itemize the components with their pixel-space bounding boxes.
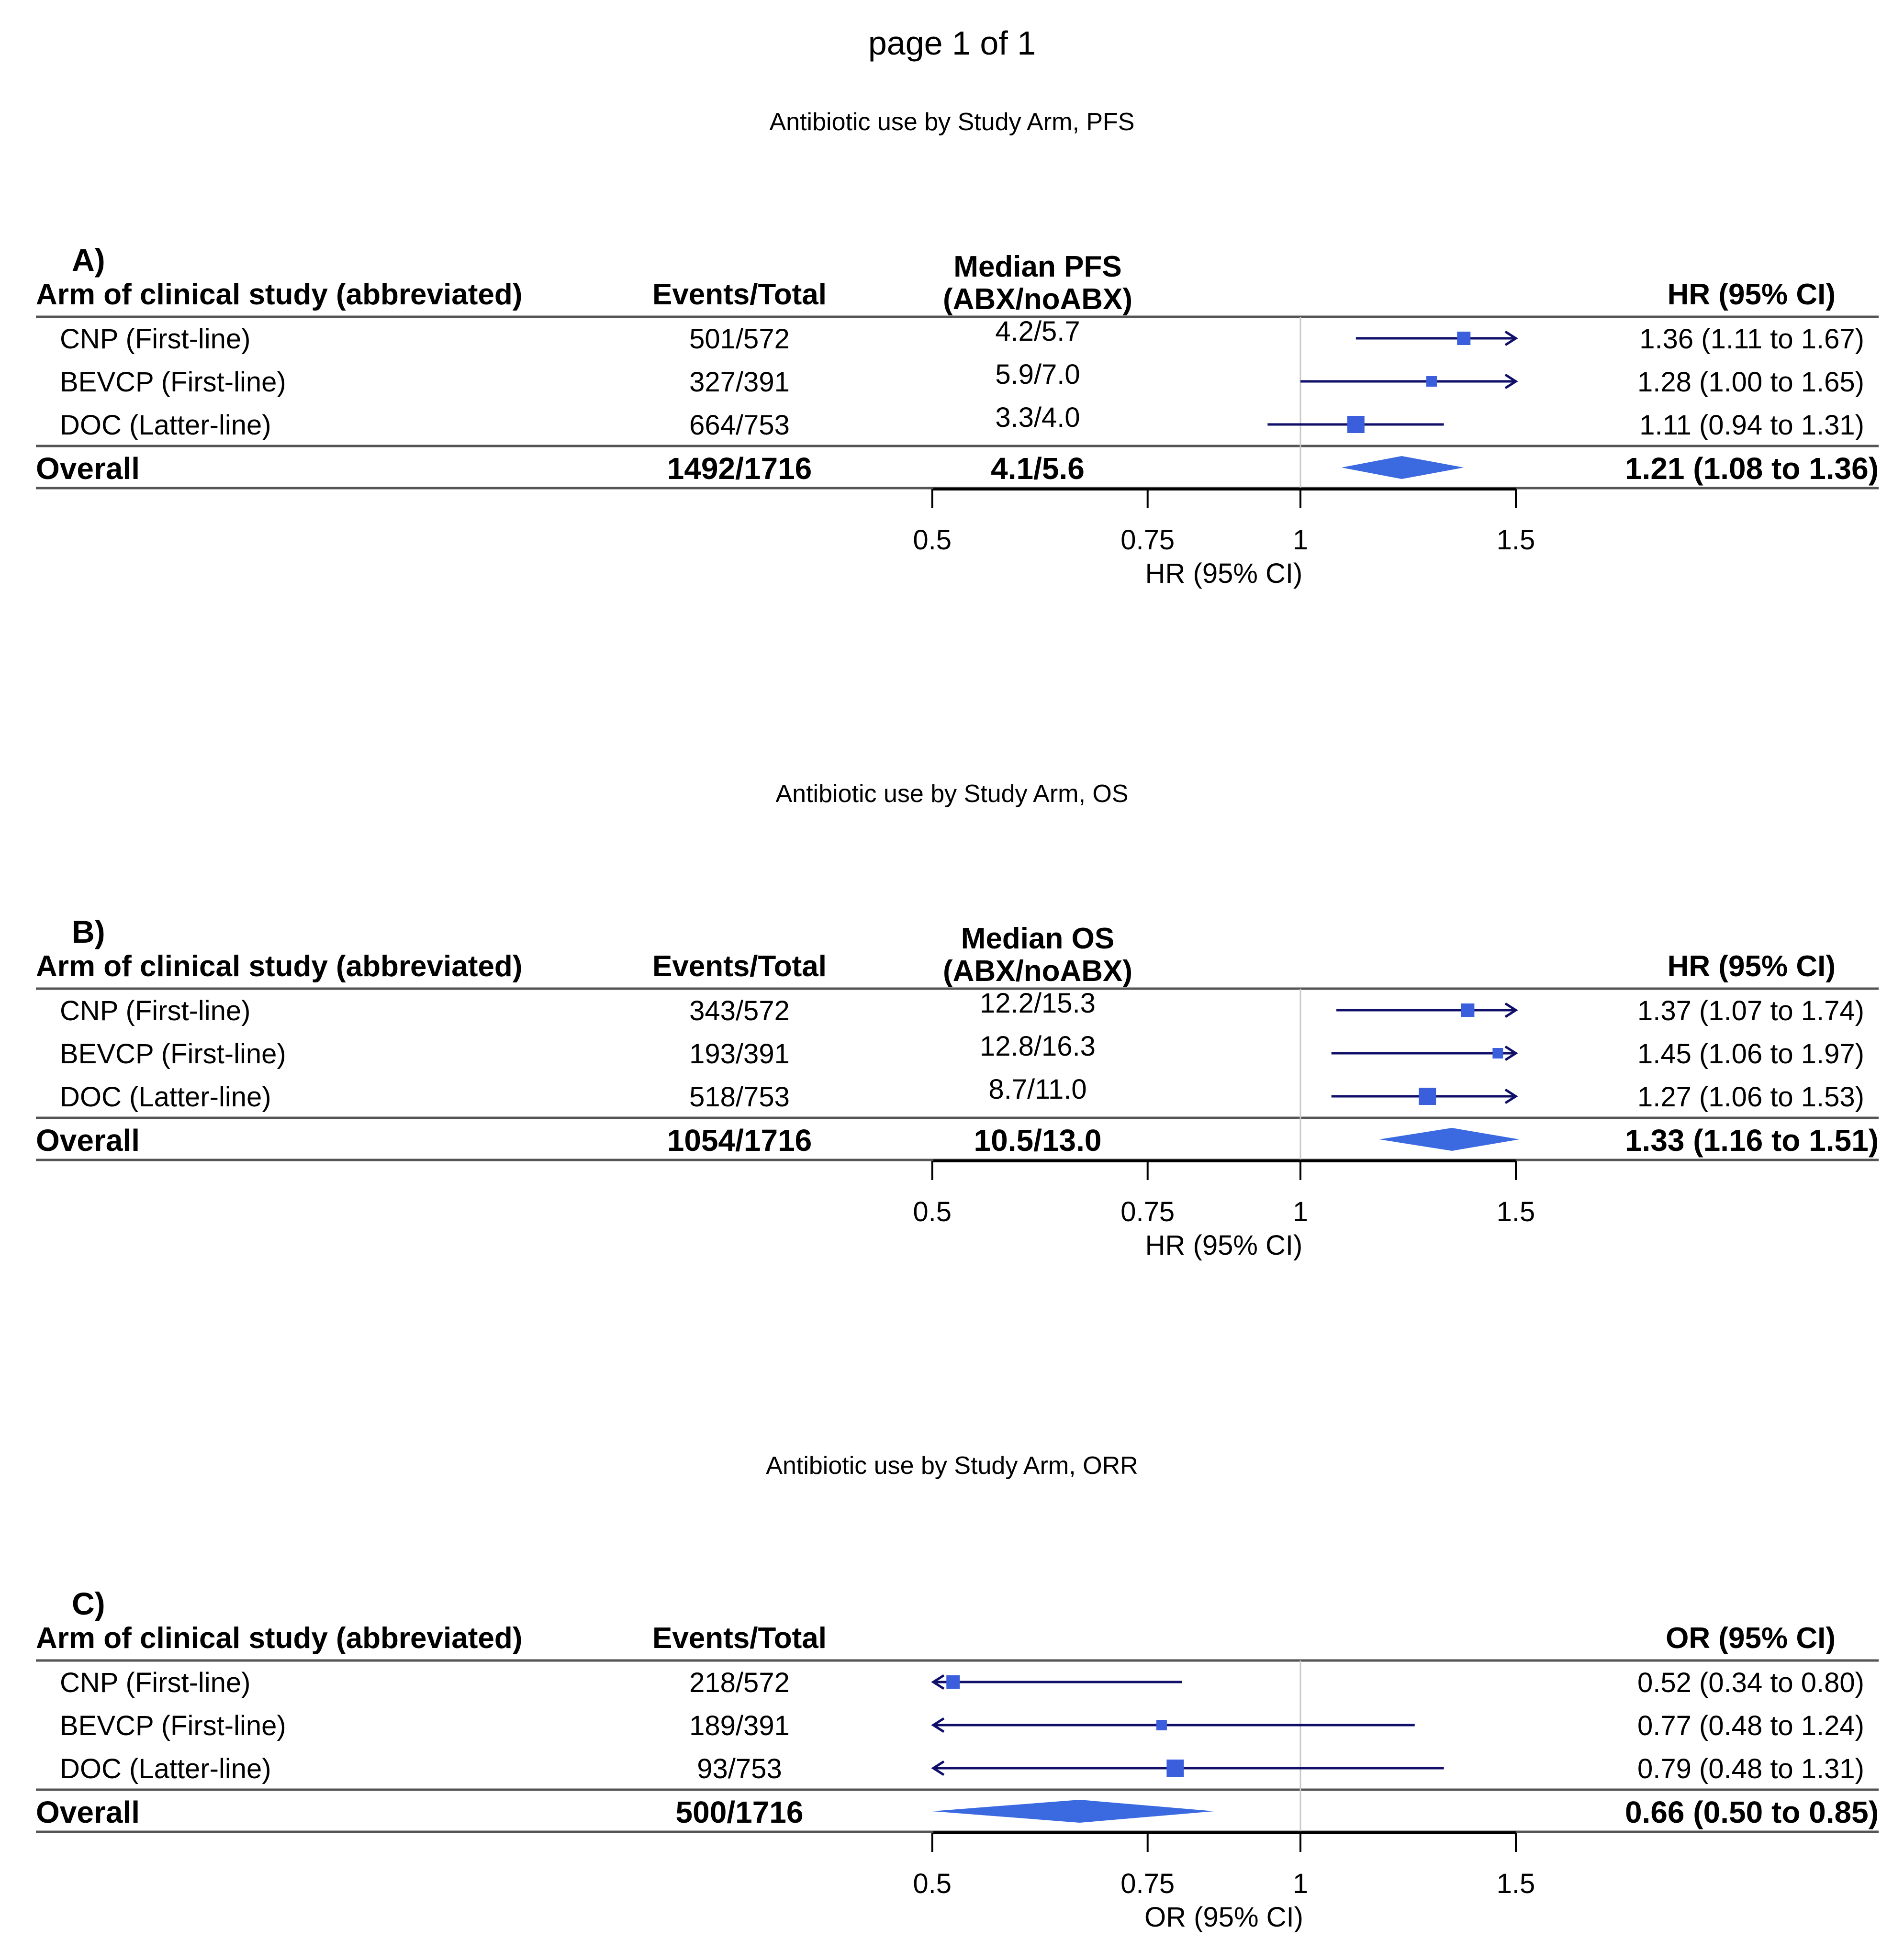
row-median: 5.9/7.0 bbox=[995, 359, 1080, 390]
x-tick-label: 0.5 bbox=[913, 1196, 952, 1227]
x-tick-label: 1 bbox=[1292, 1196, 1309, 1227]
row-effect-ci: 1.37 (1.07 to 1.74) bbox=[1637, 995, 1864, 1026]
row-effect-ci: 1.11 (0.94 to 1.31) bbox=[1639, 410, 1864, 441]
x-tick-label: 1 bbox=[1292, 524, 1309, 556]
x-tick-label: 0.5 bbox=[913, 1868, 952, 1899]
row-events: 218/572 bbox=[689, 1667, 790, 1698]
column-header-events: Events/Total bbox=[652, 1622, 827, 1655]
point-estimate-marker bbox=[1347, 416, 1365, 433]
row-events: 327/391 bbox=[689, 367, 790, 398]
row-effect-ci: 0.52 (0.34 to 0.80) bbox=[1637, 1667, 1864, 1698]
row-effect-ci: 1.45 (1.06 to 1.97) bbox=[1637, 1038, 1864, 1070]
point-estimate-marker bbox=[1492, 1048, 1503, 1059]
x-tick-label: 0.75 bbox=[1120, 1868, 1175, 1899]
row-effect-ci: 0.77 (0.48 to 1.24) bbox=[1637, 1710, 1864, 1741]
point-estimate-marker bbox=[1457, 332, 1470, 345]
row-effect-ci: 0.79 (0.48 to 1.31) bbox=[1637, 1753, 1864, 1784]
row-arm-label: BEVCP (First-line) bbox=[60, 1710, 286, 1741]
x-tick-label: 1.5 bbox=[1496, 1868, 1535, 1899]
overall-effect-ci: 1.33 (1.16 to 1.51) bbox=[1624, 1123, 1879, 1158]
column-header-events: Events/Total bbox=[652, 950, 827, 983]
panel-letter: A) bbox=[72, 242, 105, 278]
point-estimate-marker bbox=[1426, 376, 1437, 387]
overall-label: Overall bbox=[36, 1123, 140, 1158]
point-estimate-marker bbox=[1156, 1720, 1167, 1730]
panel-letter: B) bbox=[72, 914, 105, 949]
column-header-arm: Arm of clinical study (abbreviated) bbox=[36, 950, 523, 983]
column-header-median-sub: (ABX/noABX) bbox=[942, 283, 1133, 316]
panel-title: Antibiotic use by Study Arm, OS bbox=[775, 780, 1129, 808]
row-arm-label: CNP (First-line) bbox=[60, 323, 251, 355]
x-axis-label: HR (95% CI) bbox=[1145, 1230, 1303, 1261]
x-axis-label: OR (95% CI) bbox=[1144, 1902, 1303, 1933]
column-header-effect: OR (95% CI) bbox=[1666, 1622, 1836, 1655]
x-tick-label: 1.5 bbox=[1496, 524, 1535, 556]
row-events: 343/572 bbox=[689, 995, 790, 1026]
row-effect-ci: 1.27 (1.06 to 1.53) bbox=[1637, 1081, 1864, 1113]
point-estimate-marker bbox=[1166, 1760, 1184, 1777]
row-median: 12.8/16.3 bbox=[980, 1031, 1096, 1062]
row-events: 93/753 bbox=[697, 1753, 782, 1784]
x-tick-label: 0.5 bbox=[913, 524, 952, 556]
x-tick-label: 1 bbox=[1292, 1868, 1309, 1899]
row-arm-label: CNP (First-line) bbox=[60, 995, 251, 1026]
row-arm-label: BEVCP (First-line) bbox=[60, 367, 286, 398]
overall-events: 1054/1716 bbox=[667, 1123, 812, 1158]
row-median: 3.3/4.0 bbox=[995, 402, 1080, 433]
row-arm-label: DOC (Latter-line) bbox=[60, 1753, 271, 1784]
column-header-effect: HR (95% CI) bbox=[1667, 950, 1836, 983]
row-median: 8.7/11.0 bbox=[988, 1074, 1087, 1105]
x-axis-label: HR (95% CI) bbox=[1145, 558, 1303, 589]
row-effect-ci: 1.36 (1.11 to 1.67) bbox=[1639, 323, 1864, 355]
row-events: 189/391 bbox=[689, 1710, 790, 1741]
overall-effect-ci: 1.21 (1.08 to 1.36) bbox=[1624, 451, 1879, 486]
overall-label: Overall bbox=[36, 451, 140, 486]
panel-title: Antibiotic use by Study Arm, ORR bbox=[766, 1452, 1138, 1480]
column-header-arm: Arm of clinical study (abbreviated) bbox=[36, 278, 523, 311]
x-tick-label: 0.75 bbox=[1120, 524, 1175, 556]
overall-diamond bbox=[1341, 456, 1464, 479]
panel-letter: C) bbox=[72, 1586, 105, 1621]
row-arm-label: BEVCP (First-line) bbox=[60, 1038, 286, 1070]
overall-events: 500/1716 bbox=[675, 1795, 804, 1829]
overall-diamond bbox=[1379, 1128, 1520, 1151]
column-header-median: Median OS bbox=[961, 922, 1115, 955]
column-header-median: Median PFS bbox=[953, 250, 1122, 283]
point-estimate-marker bbox=[1419, 1088, 1436, 1105]
row-effect-ci: 1.28 (1.00 to 1.65) bbox=[1637, 367, 1864, 398]
column-header-events: Events/Total bbox=[652, 278, 827, 311]
column-header-effect: HR (95% CI) bbox=[1667, 278, 1836, 311]
overall-effect-ci: 0.66 (0.50 to 0.85) bbox=[1624, 1795, 1879, 1829]
row-median: 4.2/5.7 bbox=[995, 316, 1080, 347]
row-median: 12.2/15.3 bbox=[980, 988, 1096, 1019]
overall-label: Overall bbox=[36, 1795, 140, 1829]
column-header-median-sub: (ABX/noABX) bbox=[942, 955, 1133, 988]
point-estimate-marker bbox=[946, 1675, 960, 1689]
column-header-arm: Arm of clinical study (abbreviated) bbox=[36, 1622, 523, 1655]
row-events: 193/391 bbox=[689, 1038, 790, 1070]
overall-diamond bbox=[932, 1800, 1214, 1823]
row-arm-label: DOC (Latter-line) bbox=[60, 410, 271, 441]
overall-median: 10.5/13.0 bbox=[974, 1123, 1102, 1158]
row-arm-label: CNP (First-line) bbox=[60, 1667, 251, 1698]
panel-title: Antibiotic use by Study Arm, PFS bbox=[769, 108, 1135, 136]
overall-median: 4.1/5.6 bbox=[991, 451, 1085, 486]
row-events: 518/753 bbox=[689, 1081, 790, 1113]
row-events: 664/753 bbox=[689, 410, 790, 441]
row-arm-label: DOC (Latter-line) bbox=[60, 1081, 271, 1113]
x-tick-label: 0.75 bbox=[1120, 1196, 1175, 1227]
point-estimate-marker bbox=[1461, 1003, 1474, 1017]
overall-events: 1492/1716 bbox=[667, 451, 812, 486]
page-header: page 1 of 1 bbox=[868, 24, 1036, 62]
row-events: 501/572 bbox=[689, 323, 790, 355]
x-tick-label: 1.5 bbox=[1496, 1196, 1535, 1227]
